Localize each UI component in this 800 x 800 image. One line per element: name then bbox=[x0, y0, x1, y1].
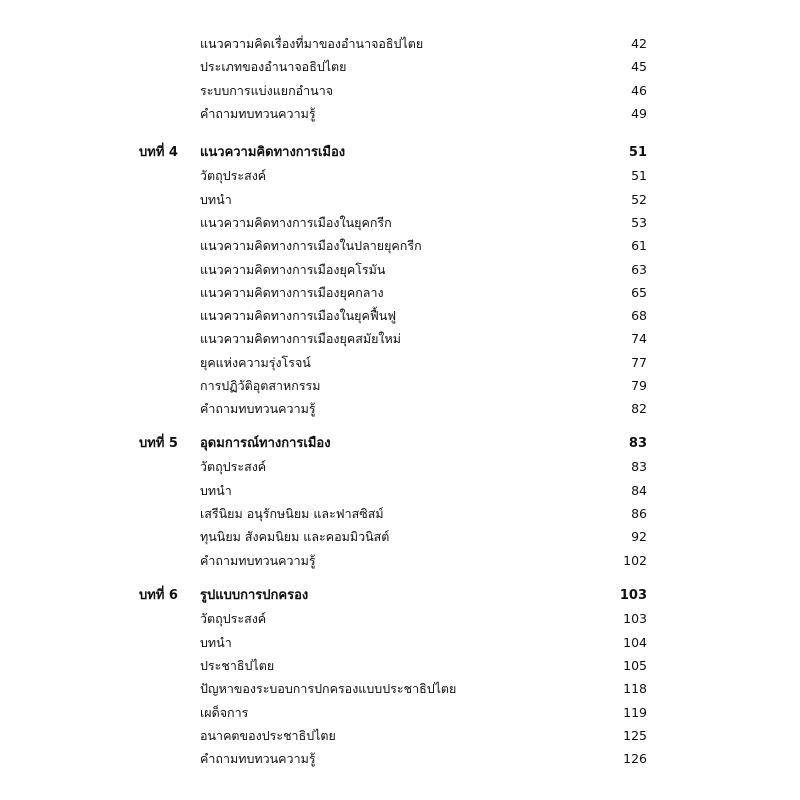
chapter-heading bbox=[0, 585, 800, 607]
toc-entry-title: การปฏิวัติอุตสาหกรรม bbox=[200, 378, 321, 393]
toc-entry bbox=[0, 748, 800, 770]
toc-entry-page-number: 68 bbox=[631, 308, 647, 324]
toc-entry bbox=[0, 80, 800, 102]
toc-entry-title: บทนำ bbox=[200, 482, 232, 498]
toc-entry bbox=[0, 702, 800, 724]
toc-entry bbox=[0, 526, 800, 548]
toc-entry-page-number: 84 bbox=[631, 482, 647, 498]
toc-entry bbox=[0, 503, 800, 525]
toc-entry-page-number: 104 bbox=[623, 634, 647, 650]
toc-entry-title: แนวความคิดทางการเมืองในยุคกรีก bbox=[200, 214, 392, 230]
toc-entry bbox=[0, 235, 800, 257]
toc-entry-title: แนวความคิดทางการเมืองยุคสมัยใหม่ bbox=[200, 331, 401, 347]
toc-entry-title: ระบบการแบ่งแยกอำนาจ bbox=[200, 82, 334, 98]
chapter-number: บทที่ 6 bbox=[139, 588, 178, 603]
toc-entry-page-number: 118 bbox=[623, 681, 647, 697]
chapter-heading bbox=[0, 433, 800, 455]
toc-entry bbox=[0, 608, 800, 630]
toc-entry-page-number: 51 bbox=[631, 168, 647, 184]
toc-entry-page-number: 46 bbox=[631, 82, 647, 98]
toc-entry bbox=[0, 56, 800, 78]
toc-entry bbox=[0, 550, 800, 572]
chapter-page-number: 51 bbox=[628, 145, 647, 160]
toc-entry-title: วัตถุประสงค์ bbox=[200, 459, 267, 475]
toc-entry bbox=[0, 165, 800, 187]
toc-entry bbox=[0, 655, 800, 677]
toc-entry-title: บทนำ bbox=[200, 191, 232, 207]
chapter-title: รูปแบบการปกครอง bbox=[200, 588, 309, 603]
toc-entry-page-number: 77 bbox=[631, 354, 647, 370]
toc-entry-page-number: 79 bbox=[631, 378, 647, 393]
toc-entry-title: แนวความคิดทางการเมืองยุคโรมัน bbox=[200, 261, 386, 277]
toc-entry-page-number: 82 bbox=[631, 401, 647, 417]
toc-entry bbox=[0, 328, 800, 350]
toc-entry-page-number: 86 bbox=[631, 505, 647, 521]
toc-entry bbox=[0, 632, 800, 654]
toc-entry bbox=[0, 375, 800, 397]
toc-entry-title: วัตถุประสงค์ bbox=[200, 611, 267, 627]
toc-entry-title: แนวความคิดทางการเมืองในยุคฟื้นฟู bbox=[200, 308, 397, 324]
toc-entry-page-number: 61 bbox=[631, 238, 647, 254]
chapter-number: บทที่ 5 bbox=[139, 436, 178, 451]
toc-entry-page-number: 119 bbox=[623, 704, 647, 720]
toc-entry-page-number: 49 bbox=[631, 105, 647, 121]
toc-entry-page-number: 42 bbox=[631, 36, 647, 51]
toc-entry-page-number: 52 bbox=[631, 191, 647, 207]
toc-entry bbox=[0, 282, 800, 304]
toc-entry-title: คำถามทบทวนความรู้ bbox=[200, 105, 316, 121]
toc-entry-title: ยุคแห่งความรุ่งโรจน์ bbox=[200, 354, 311, 370]
chapter-page-number: 103 bbox=[619, 588, 647, 603]
toc-entry-page-number: 92 bbox=[631, 529, 647, 545]
toc-entry-title: ประชาธิปไตย bbox=[200, 657, 275, 673]
toc-entry-title: ปัญหาของระบอบการปกครองแบบประชาธิปไตย bbox=[200, 681, 457, 697]
toc-entry-page-number: 65 bbox=[631, 284, 647, 300]
toc-entry-title: แนวความคิดเรื่องที่มาของอำนาจอธิปไตย bbox=[200, 36, 424, 51]
toc-entry bbox=[0, 33, 800, 55]
toc-entry bbox=[0, 305, 800, 327]
toc-entry-title: แนวความคิดทางการเมืองในปลายยุคกรีก bbox=[200, 238, 422, 254]
toc-entry bbox=[0, 189, 800, 211]
toc-entry-page-number: 45 bbox=[631, 59, 647, 75]
toc-entry-title: เผด็จการ bbox=[200, 704, 249, 720]
toc-entry-title: คำถามทบทวนความรู้ bbox=[200, 751, 316, 767]
toc-entry-page-number: 102 bbox=[623, 552, 647, 568]
toc-entry bbox=[0, 103, 800, 125]
toc-entry-page-number: 125 bbox=[623, 727, 647, 743]
toc-entry-title: แนวความคิดทางการเมืองยุคกลาง bbox=[200, 284, 384, 300]
chapter-number: บทที่ 4 bbox=[139, 145, 178, 160]
toc-entry bbox=[0, 725, 800, 747]
toc-entry-title: คำถามทบทวนความรู้ bbox=[200, 552, 316, 568]
toc-entry-page-number: 105 bbox=[623, 657, 647, 673]
toc-entry-title: ประเภทของอำนาจอธิปไตย bbox=[200, 59, 347, 75]
toc-entry bbox=[0, 398, 800, 420]
toc-entry-page-number: 53 bbox=[631, 214, 647, 230]
chapter-title: อุดมการณ์ทางการเมือง bbox=[200, 436, 331, 451]
chapter-page-number: 83 bbox=[628, 436, 647, 451]
toc-entry bbox=[0, 678, 800, 700]
toc-entry-page-number: 103 bbox=[623, 611, 647, 627]
toc-entry-page-number: 63 bbox=[631, 261, 647, 277]
toc-entry-page-number: 126 bbox=[623, 751, 647, 767]
toc-entry-title: คำถามทบทวนความรู้ bbox=[200, 401, 316, 417]
toc-entry-page-number: 83 bbox=[631, 459, 647, 475]
toc-entry bbox=[0, 352, 800, 374]
toc-entry-page-number: 74 bbox=[631, 331, 647, 347]
chapter-heading bbox=[0, 142, 800, 164]
toc-entry bbox=[0, 456, 800, 478]
toc-entry-title: บทนำ bbox=[200, 634, 232, 650]
toc-entry-title: ทุนนิยม สังคมนิยม และคอมมิวนิสต์ bbox=[200, 529, 390, 545]
toc-entry-title: อนาคตของประชาธิปไตย bbox=[200, 727, 336, 743]
toc-entry bbox=[0, 259, 800, 281]
toc-entry bbox=[0, 212, 800, 234]
toc-entry-title: วัตถุประสงค์ bbox=[200, 168, 267, 184]
chapter-title: แนวความคิดทางการเมือง bbox=[200, 145, 346, 160]
toc-entry-title: เสรีนิยม อนุรักษนิยม และฟาสซิสม์ bbox=[200, 505, 384, 521]
toc-entry bbox=[0, 480, 800, 502]
